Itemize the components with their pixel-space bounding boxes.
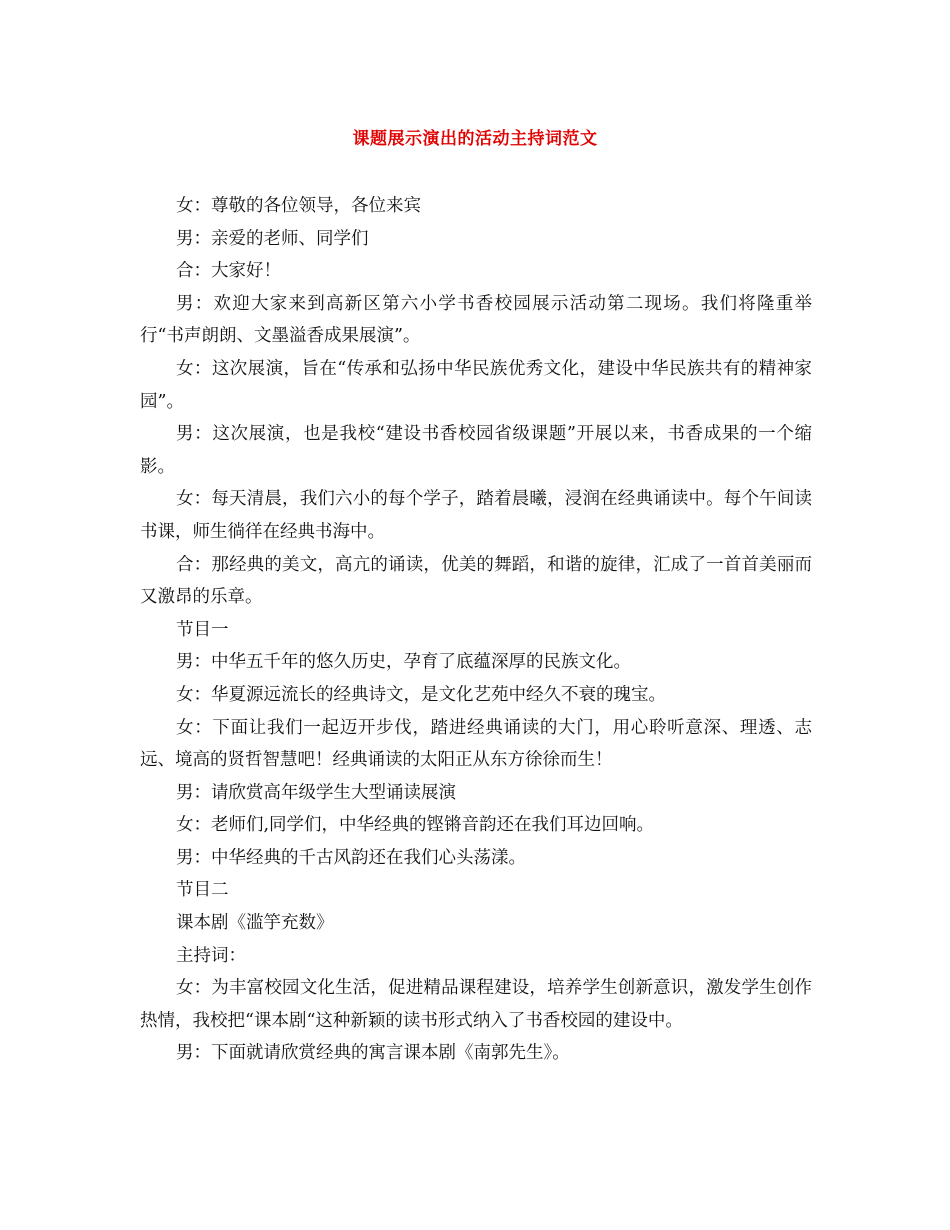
paragraph: 男：请欣赏高年级学生大型诵读展演 (176, 782, 456, 803)
section-heading: 节目二 (176, 880, 229, 901)
paragraph: 合：大家好！ (176, 261, 281, 282)
paragraph: 女：为丰富校园文化生活，促进精品课程建设，培养学生创新意识，激发学生创作热情，我校把“课本剧“这种新颖的读书形式纳入了书香校园的建设中。 (140, 978, 812, 1031)
paragraph: 男：中华五千年的悠久历史，孕育了底蕴深厚的民族文化。 (176, 652, 631, 673)
paragraph: 女：老师们,同学们，中华经典的铿锵音韵还在我们耳边回响。 (176, 815, 655, 836)
section-heading: 节目一 (176, 619, 229, 640)
paragraph: 课本剧《滥竽充数》 (176, 913, 334, 934)
paragraph: 男：亲爱的老师、同学们 (176, 228, 369, 249)
paragraph: 女：尊敬的各位领导，各位来宾 (176, 196, 421, 216)
paragraph: 合：那经典的美文，高亢的诵读，优美的舞蹈，和谐的旋律，汇成了一首首美丽而又激昂的乐章。 (140, 554, 812, 608)
paragraph: 男：欢迎大家来到高新区第六小学书香校园展示活动第二现场。我们将隆重举行“书声朗朗、文墨溢香成果展演”。 (140, 293, 812, 347)
paragraph: 女：下面让我们一起迈开步伐，踏进经典诵读的大门，用心聆听意深、理透、志远、境高的贤哲智慧吧！经典诵读的太阳正从东方徐徐而生！ (140, 717, 812, 771)
paragraph: 主持词： (176, 945, 246, 966)
document-body (140, 190, 812, 1070)
paragraph: 女：每天清晨，我们六小的每个学子，踏着晨曦，浸润在经典诵读中。每个午间读书课，师生徜徉在经典书海中。 (140, 489, 812, 542)
paragraph: 男：下面就请欣赏经典的寓言课本剧《南郭先生》。 (176, 1043, 570, 1064)
paragraph: 女：这次展演，旨在“传承和弘扬中华民族优秀文化，建设中华民族共有的精神家园”。 (140, 358, 812, 412)
paragraph: 女：华夏源远流长的经典诗文，是文化艺苑中经久不衰的瑰宝。 (176, 684, 666, 705)
paragraph: 男：中华经典的千古风韵还在我们心头荡漾。 (176, 847, 526, 868)
paragraph: 男：这次展演，也是我校“建设书香校园省级课题”开展以来，书香成果的一个缩影。 (140, 424, 812, 477)
document-title: 课题展示演出的活动主持词范文 (352, 129, 598, 149)
